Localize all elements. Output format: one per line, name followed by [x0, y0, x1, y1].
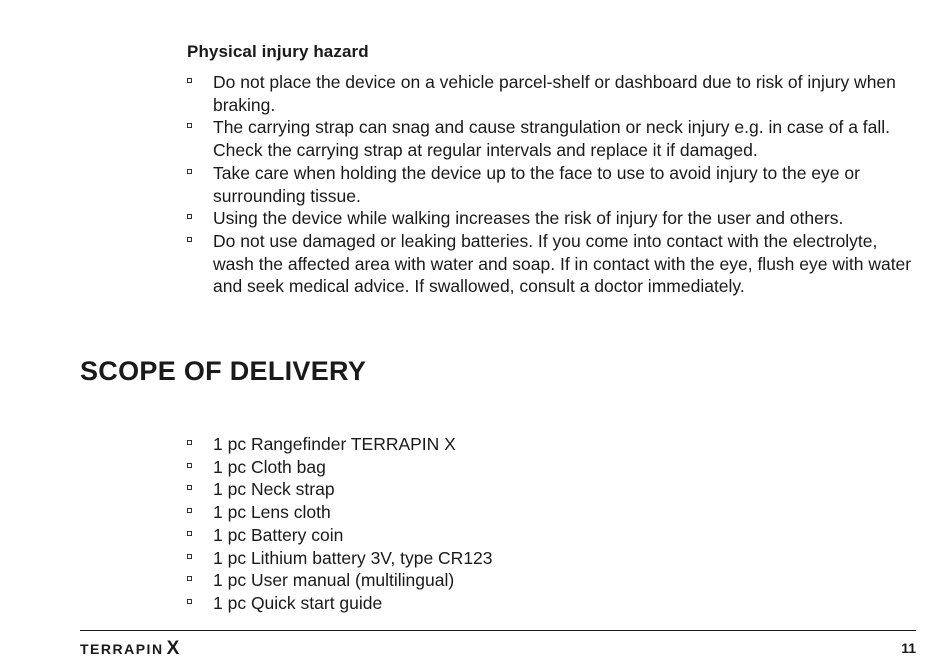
list-item: 1 pc Neck strap — [187, 478, 787, 501]
square-bullet-icon — [187, 440, 192, 445]
square-bullet-icon — [187, 78, 192, 83]
list-item: 1 pc Cloth bag — [187, 456, 787, 479]
hazard-heading: Physical injury hazard — [187, 42, 369, 61]
page-number: 11 — [901, 640, 916, 656]
brand-logo — [80, 638, 179, 660]
square-bullet-icon — [187, 554, 192, 559]
list-item: 1 pc User manual (multilingual) — [187, 569, 787, 592]
list-item: 1 pc Rangefinder TERRAPIN X — [187, 433, 787, 456]
list-item: The carrying strap can snag and cause strangulation or neck injury e.g. in case of a fall. Check the carrying strap at regular intervals and replace it if damaged. — [187, 116, 922, 161]
square-bullet-icon — [187, 214, 192, 219]
list-item: Using the device while walking increases the risk of injury for the user and others. — [187, 207, 922, 230]
brand-mark: X — [166, 638, 180, 659]
square-bullet-icon — [187, 169, 192, 174]
hazard-list — [187, 71, 922, 298]
square-bullet-icon — [187, 576, 192, 581]
list-item: Take care when holding the device up to the face to use to avoid injury to the eye or surrounding tissue. — [187, 162, 922, 207]
square-bullet-icon — [187, 599, 192, 604]
square-bullet-icon — [187, 531, 192, 536]
footer-divider — [80, 630, 916, 631]
list-item: 1 pc Battery coin — [187, 524, 787, 547]
square-bullet-icon — [187, 237, 192, 242]
list-item: Do not use damaged or leaking batteries. If you come into contact with the electrolyte, wash the affected area with water and soap. If in contact with the eye, flush eye with water and seek medical advice. If swallowed, consult a doctor immediately. — [187, 230, 922, 298]
square-bullet-icon — [187, 123, 192, 128]
square-bullet-icon — [187, 485, 192, 490]
list-item: 1 pc Lithium battery 3V, type CR123 — [187, 547, 787, 570]
list-item: 1 pc Lens cloth — [187, 501, 787, 524]
square-bullet-icon — [187, 463, 192, 468]
square-bullet-icon — [187, 508, 192, 513]
list-item: 1 pc Quick start guide — [187, 592, 787, 615]
delivery-list — [187, 433, 787, 615]
brand-name: TERRAPIN — [80, 641, 164, 657]
list-item: Do not place the device on a vehicle parcel-shelf or dashboard due to risk of injury when braking. — [187, 71, 922, 116]
section-title: SCOPE OF DELIVERY — [80, 356, 367, 386]
